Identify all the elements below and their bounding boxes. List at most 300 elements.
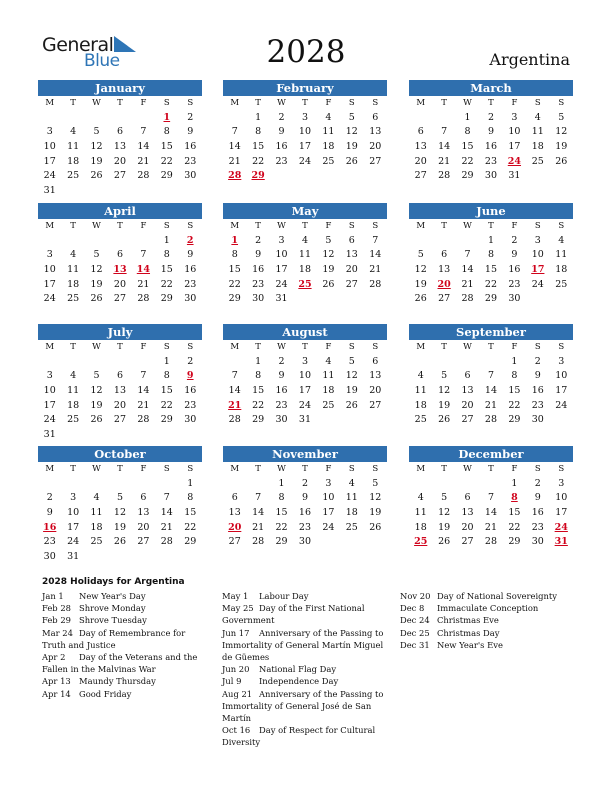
- day-cell: 13: [369, 126, 382, 138]
- holiday-item: [42, 602, 202, 614]
- weekday-label: F: [325, 464, 332, 474]
- day-cell: 21: [228, 155, 241, 167]
- week-row: [409, 384, 573, 399]
- day-cell: 13: [461, 385, 474, 397]
- week-row: [223, 292, 387, 307]
- day-cell: 6: [372, 355, 379, 367]
- day-cell: 31: [298, 414, 312, 426]
- day-cell: 2: [278, 111, 285, 123]
- day-cell: 7: [464, 249, 471, 261]
- day-cell: [432, 234, 455, 249]
- day-cell: 26: [90, 293, 103, 305]
- day-cell: 23: [298, 521, 312, 533]
- weekday-label: M: [45, 221, 55, 231]
- day-cell: 16: [275, 385, 288, 397]
- day-cell: 11: [322, 126, 335, 138]
- week-row: [38, 278, 202, 293]
- day-cell: [409, 111, 432, 126]
- day-cell: 13: [461, 507, 474, 519]
- day-cell: 13: [228, 507, 241, 519]
- day-cell: 10: [298, 126, 312, 138]
- holiday-item: [42, 651, 202, 675]
- weekday-label: T: [488, 221, 494, 231]
- day-cell: [108, 428, 131, 443]
- day-cell: 5: [116, 492, 123, 504]
- day-cell: 30: [43, 551, 56, 563]
- week-row: [38, 550, 202, 565]
- day-cell: [61, 234, 84, 249]
- day-cell: 5: [348, 111, 355, 123]
- month-title: August: [223, 324, 387, 340]
- day-cell: 7: [163, 492, 170, 504]
- day-cell: 8: [187, 492, 194, 504]
- holiday-name: Day of Respect for Cultural Diversity: [222, 725, 376, 748]
- day-cell: 23: [43, 536, 56, 548]
- weekday-label: M: [230, 342, 240, 352]
- day-cell: [223, 477, 246, 492]
- day-cell: 9: [534, 492, 541, 504]
- weekday-label: M: [416, 98, 426, 108]
- holiday-day: 13: [113, 264, 127, 276]
- day-cell: 30: [508, 293, 521, 305]
- week-row: [38, 248, 202, 263]
- weekday-label: W: [92, 342, 101, 352]
- weekday-label: W: [463, 464, 472, 474]
- holiday-name: Shrove Monday: [79, 603, 146, 614]
- day-cell: 1: [464, 111, 471, 123]
- day-cell: 10: [298, 370, 312, 382]
- day-cell: [409, 355, 432, 370]
- week-row: [223, 140, 387, 155]
- holiday-item: [42, 590, 202, 602]
- weekday-label: S: [348, 342, 355, 352]
- week-row: [223, 234, 387, 249]
- weekday-label: M: [230, 221, 240, 231]
- day-cell: 12: [414, 264, 427, 276]
- day-cell: 21: [160, 521, 173, 533]
- day-cell: 29: [160, 170, 173, 182]
- week-row: [38, 292, 202, 307]
- day-cell: 16: [298, 507, 312, 519]
- day-cell: [132, 111, 155, 126]
- week-row: [38, 111, 202, 126]
- day-cell: 18: [90, 521, 103, 533]
- day-cell: 28: [369, 278, 382, 290]
- month-november: [223, 446, 387, 564]
- weekday-header: [223, 340, 387, 355]
- week-row: [223, 491, 387, 506]
- day-cell: 1: [511, 477, 518, 489]
- day-cell: 29: [508, 536, 521, 548]
- day-cell: 24: [67, 536, 80, 548]
- day-cell: 1: [511, 355, 518, 367]
- day-cell: 27: [369, 399, 382, 411]
- day-cell: 28: [252, 536, 265, 548]
- holiday-name: Labour Day: [259, 591, 309, 601]
- day-cell: [550, 292, 573, 307]
- weekday-label: W: [463, 98, 472, 108]
- day-cell: 18: [414, 399, 427, 411]
- day-cell: 9: [301, 492, 308, 504]
- day-cell: 30: [184, 293, 197, 305]
- day-cell: 9: [487, 126, 494, 138]
- day-cell: [108, 111, 131, 126]
- day-cell: 22: [184, 521, 197, 533]
- day-cell: [223, 355, 246, 370]
- week-row: [38, 169, 202, 184]
- logo-general-text: General: [42, 34, 114, 56]
- day-cell: 21: [137, 278, 150, 290]
- day-cell: 12: [345, 370, 358, 382]
- weekday-label: T: [117, 342, 123, 352]
- day-cell: 21: [369, 264, 382, 276]
- weekday-label: T: [441, 464, 447, 474]
- weekday-label: T: [255, 98, 261, 108]
- day-cell: 10: [555, 492, 568, 504]
- day-cell: 5: [441, 492, 448, 504]
- day-cell: 16: [252, 264, 265, 276]
- day-cell: 19: [438, 399, 451, 411]
- day-cell: 17: [43, 155, 56, 167]
- day-cell: 16: [484, 141, 498, 153]
- holiday-day: 8: [511, 492, 518, 504]
- day-cell: 19: [322, 264, 335, 276]
- weekday-header: [38, 340, 202, 355]
- day-cell: 27: [137, 536, 150, 548]
- day-cell: 18: [67, 399, 80, 411]
- holiday-name: Day of the Veterans and the Fallen in the Malvinas War: [42, 652, 198, 675]
- holiday-name: Good Friday: [79, 688, 132, 699]
- day-cell: 14: [484, 385, 498, 397]
- day-cell: 6: [140, 492, 147, 504]
- weekday-header: [223, 219, 387, 234]
- day-cell: 6: [464, 492, 471, 504]
- week-row: [409, 399, 573, 414]
- holiday-name: Day of National Sovereignty: [437, 591, 557, 601]
- day-cell: 8: [511, 370, 518, 382]
- day-cell: 3: [301, 111, 308, 123]
- day-cell: 2: [187, 355, 194, 367]
- holiday-date: Jun 20: [222, 664, 250, 675]
- weekday-label: S: [558, 342, 565, 352]
- day-cell: 5: [348, 355, 355, 367]
- day-cell: 8: [255, 370, 262, 382]
- day-cell: 29: [508, 414, 521, 426]
- day-cell: 15: [160, 385, 173, 397]
- day-cell: 15: [228, 264, 241, 276]
- day-cell: 15: [508, 507, 521, 519]
- holiday-name: Day of the First National Government: [222, 603, 365, 626]
- holiday-day: 14: [136, 264, 151, 276]
- weekday-label: F: [140, 464, 147, 474]
- week-row: [409, 413, 573, 428]
- day-cell: 17: [43, 399, 56, 411]
- day-cell: 23: [531, 521, 544, 533]
- weekday-label: S: [187, 342, 194, 352]
- day-cell: 20: [369, 385, 382, 397]
- weekday-label: S: [187, 98, 194, 108]
- day-cell: 15: [508, 385, 521, 397]
- day-cell: 8: [278, 492, 285, 504]
- day-cell: 19: [113, 521, 127, 533]
- month-title: January: [38, 80, 202, 96]
- weekday-label: S: [558, 464, 565, 474]
- weekday-label: T: [441, 98, 447, 108]
- day-cell: 28: [137, 414, 150, 426]
- weekday-label: W: [463, 342, 472, 352]
- day-cell: 25: [322, 399, 335, 411]
- day-cell: 14: [228, 385, 241, 397]
- day-cell: 24: [531, 278, 544, 290]
- day-cell: 11: [67, 385, 80, 397]
- day-cell: 13: [113, 385, 127, 397]
- day-cell: [456, 477, 479, 492]
- day-cell: 19: [438, 521, 451, 533]
- day-cell: [108, 477, 131, 492]
- week-row: [409, 521, 573, 536]
- week-row: [38, 263, 202, 278]
- day-cell: 9: [46, 507, 53, 519]
- week-row: [409, 111, 573, 126]
- weekday-header: [38, 462, 202, 477]
- day-cell: 3: [534, 234, 541, 246]
- day-cell: 26: [113, 536, 127, 548]
- month-title: September: [409, 324, 573, 340]
- weekday-label: S: [372, 464, 379, 474]
- day-cell: 2: [46, 492, 53, 504]
- day-cell: 2: [534, 477, 541, 489]
- day-cell: 18: [322, 385, 335, 397]
- day-cell: 28: [461, 293, 474, 305]
- day-cell: 18: [531, 141, 544, 153]
- day-cell: 17: [322, 507, 335, 519]
- day-cell: 15: [160, 141, 173, 153]
- day-cell: [293, 292, 316, 307]
- month-april: [38, 203, 202, 321]
- day-cell: 19: [414, 278, 427, 290]
- day-cell: 17: [555, 507, 568, 519]
- day-cell: 7: [441, 126, 448, 138]
- holiday-date: Oct 16: [222, 725, 251, 736]
- weekday-label: T: [255, 464, 261, 474]
- day-cell: [317, 413, 340, 428]
- day-cell: 17: [43, 278, 56, 290]
- week-row: [223, 506, 387, 521]
- week-row: [223, 535, 387, 550]
- holiday-day: 25: [298, 278, 312, 290]
- holiday-item: [222, 627, 390, 664]
- day-cell: 28: [160, 536, 173, 548]
- day-cell: 30: [184, 170, 197, 182]
- day-cell: 15: [275, 507, 288, 519]
- day-cell: 30: [298, 536, 312, 548]
- day-cell: 28: [438, 170, 451, 182]
- day-cell: 21: [137, 155, 150, 167]
- day-cell: 21: [252, 521, 265, 533]
- weekday-label: S: [348, 464, 355, 474]
- day-cell: 4: [558, 234, 565, 246]
- holiday-list: [42, 576, 582, 748]
- holiday-day: 1: [163, 111, 171, 123]
- day-cell: 7: [487, 370, 494, 382]
- day-cell: 25: [414, 414, 427, 426]
- month-may: [223, 203, 387, 321]
- day-cell: 30: [184, 414, 197, 426]
- day-cell: [364, 413, 387, 428]
- day-cell: 8: [231, 249, 238, 261]
- day-cell: 20: [414, 155, 427, 167]
- weekday-label: F: [511, 221, 518, 231]
- day-cell: [179, 550, 202, 565]
- day-cell: 9: [534, 370, 541, 382]
- holiday-date: Aug 21: [222, 688, 253, 699]
- week-row: [223, 263, 387, 278]
- weekday-label: T: [302, 221, 308, 231]
- day-cell: 26: [414, 293, 427, 305]
- week-row: [409, 292, 573, 307]
- day-cell: [132, 355, 155, 370]
- month-august: [223, 324, 387, 442]
- week-row: [223, 399, 387, 414]
- day-cell: 4: [70, 249, 77, 261]
- day-cell: [61, 477, 84, 492]
- holiday-item: [42, 627, 202, 651]
- day-cell: 26: [438, 536, 451, 548]
- day-cell: 14: [137, 141, 150, 153]
- day-cell: [246, 477, 269, 492]
- day-cell: 27: [113, 293, 127, 305]
- weekday-header: [409, 340, 573, 355]
- weekday-label: W: [92, 221, 101, 231]
- day-cell: 14: [438, 141, 451, 153]
- day-cell: [364, 169, 387, 184]
- week-row: [38, 428, 202, 443]
- weekday-label: T: [441, 342, 447, 352]
- day-cell: [223, 111, 246, 126]
- holiday-date: Feb 28: [42, 603, 71, 614]
- day-cell: 18: [67, 278, 80, 290]
- day-cell: 16: [184, 141, 197, 153]
- month-june: [409, 203, 573, 321]
- day-cell: 29: [228, 293, 241, 305]
- day-cell: 13: [137, 507, 150, 519]
- day-cell: 16: [508, 264, 521, 276]
- day-cell: [432, 355, 455, 370]
- week-row: [223, 521, 387, 536]
- day-cell: 15: [252, 141, 265, 153]
- week-row: [38, 125, 202, 140]
- day-cell: [85, 550, 108, 565]
- day-cell: 16: [184, 264, 197, 276]
- day-cell: 7: [487, 492, 494, 504]
- day-cell: 12: [345, 126, 358, 138]
- day-cell: 28: [484, 536, 498, 548]
- weekday-label: S: [534, 98, 541, 108]
- day-cell: 21: [484, 521, 498, 533]
- day-cell: 10: [43, 385, 56, 397]
- month-title: May: [223, 203, 387, 219]
- day-cell: 7: [255, 492, 262, 504]
- day-cell: 1: [487, 234, 494, 246]
- day-cell: 22: [160, 399, 173, 411]
- week-row: [38, 506, 202, 521]
- week-row: [223, 155, 387, 170]
- weekday-header: [38, 96, 202, 111]
- day-cell: [270, 169, 293, 184]
- holiday-name: Maundy Thursday: [79, 676, 156, 687]
- day-cell: 10: [43, 264, 56, 276]
- week-row: [409, 155, 573, 170]
- day-cell: 31: [43, 185, 56, 197]
- day-cell: [340, 535, 363, 550]
- day-cell: [179, 184, 202, 199]
- day-cell: [85, 184, 108, 199]
- day-cell: [526, 169, 549, 184]
- day-cell: 9: [187, 249, 194, 261]
- holiday-name: New Year's Eve: [437, 639, 503, 650]
- day-cell: 23: [184, 399, 197, 411]
- holiday-date: Nov 20: [400, 591, 431, 601]
- weekday-label: S: [534, 342, 541, 352]
- holiday-list-title: 2028 Holidays for Argentina: [42, 577, 185, 587]
- holiday-date: Jun 17: [222, 627, 250, 638]
- day-cell: 12: [322, 249, 335, 261]
- day-cell: 24: [298, 399, 312, 411]
- holiday-name: Shrove Tuesday: [79, 615, 147, 626]
- day-cell: 12: [90, 141, 103, 153]
- day-cell: 28: [228, 414, 241, 426]
- day-cell: 13: [113, 141, 127, 153]
- day-cell: 17: [298, 141, 312, 153]
- day-cell: 4: [417, 492, 424, 504]
- month-title: February: [223, 80, 387, 96]
- day-cell: 11: [414, 507, 427, 519]
- day-cell: 9: [187, 126, 194, 138]
- weekday-label: T: [488, 98, 494, 108]
- holiday-item: [222, 724, 390, 748]
- day-cell: [61, 184, 84, 199]
- day-cell: 7: [231, 126, 238, 138]
- weekday-label: T: [70, 98, 76, 108]
- day-cell: 4: [325, 355, 332, 367]
- day-cell: [364, 535, 387, 550]
- weekday-label: F: [140, 221, 147, 231]
- month-july: [38, 324, 202, 442]
- day-cell: 12: [555, 126, 568, 138]
- day-cell: 21: [484, 399, 498, 411]
- week-row: [409, 234, 573, 249]
- day-cell: 20: [113, 155, 127, 167]
- week-row: [223, 384, 387, 399]
- day-cell: 23: [275, 155, 288, 167]
- day-cell: 11: [67, 264, 80, 276]
- holiday-date: Apr 13: [42, 676, 71, 687]
- day-cell: 7: [372, 234, 379, 246]
- day-cell: 27: [345, 278, 358, 290]
- day-cell: 1: [187, 477, 194, 489]
- weekday-label: M: [230, 98, 240, 108]
- holiday-date: Feb 29: [42, 615, 71, 626]
- holiday-name: Anniversary of the Passing to Immortality of General José de San Martín: [222, 688, 384, 724]
- day-cell: [409, 234, 432, 249]
- day-cell: 2: [255, 234, 262, 246]
- day-cell: 19: [345, 141, 358, 153]
- day-cell: [155, 428, 178, 443]
- day-cell: 11: [322, 370, 335, 382]
- day-cell: 14: [137, 385, 150, 397]
- day-cell: 8: [163, 370, 170, 382]
- holiday-date: May 1: [222, 591, 249, 601]
